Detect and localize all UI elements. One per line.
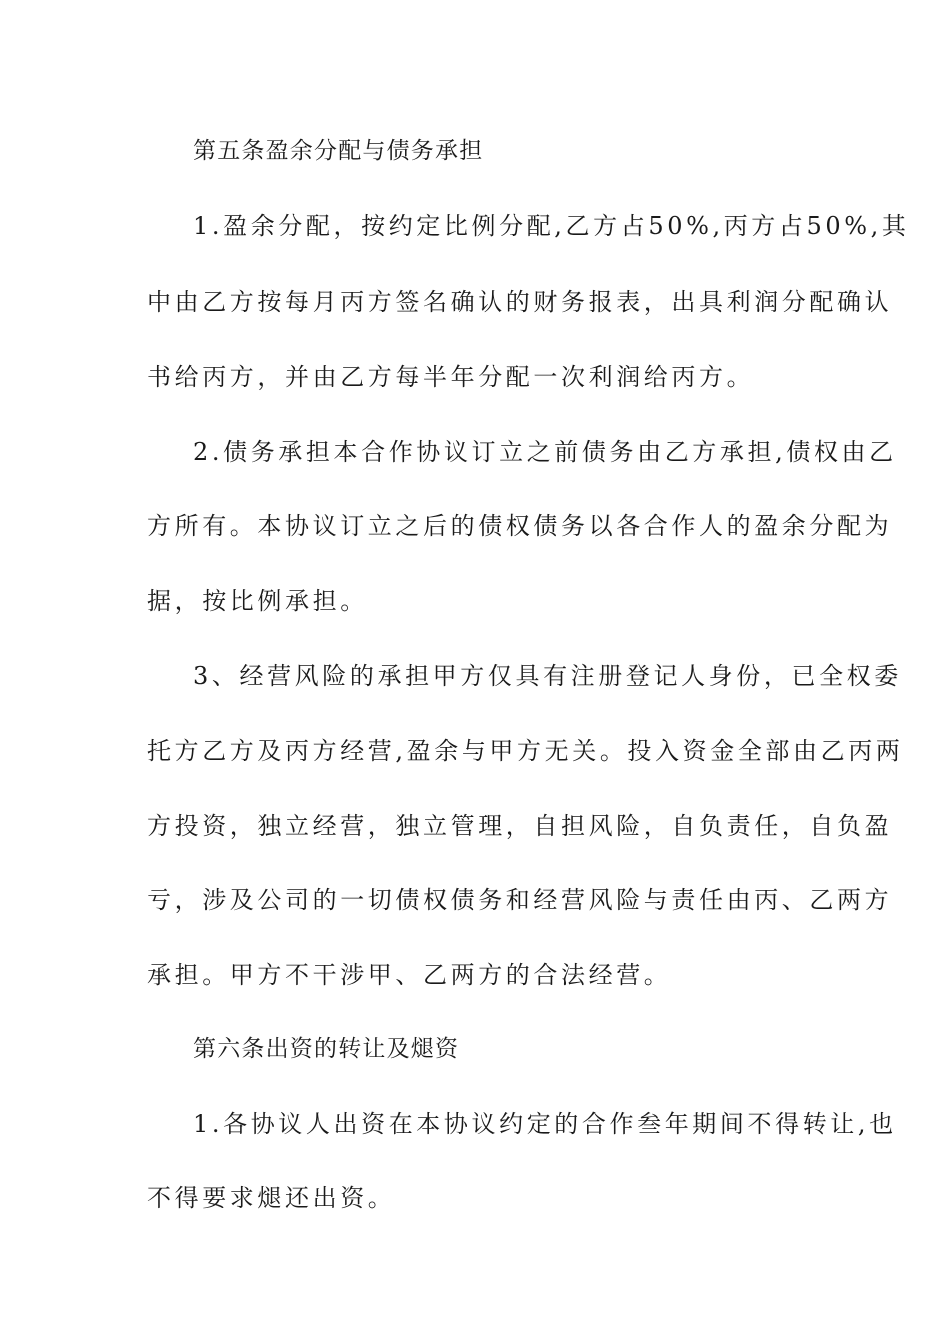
paragraph-line: 亏，涉及公司的一切债权债务和经营风险与责任由丙、乙两方 <box>147 886 893 914</box>
paragraph-line: 2.债务承担本合作协议订立之前债务由乙方承担,债权由乙 <box>193 438 897 466</box>
paragraph-line: 3、经营风险的承担甲方仅具有注册登记人身份，已全权委 <box>193 662 902 690</box>
paragraph-line: 据，按比例承担。 <box>147 587 368 615</box>
paragraph-line: 不得要求煺还出资。 <box>147 1184 396 1212</box>
paragraph-line: 1.各协议人出资在本协议约定的合作叁年期间不得转让,也 <box>193 1110 897 1138</box>
paragraph-line: 承担。甲方不干涉甲、乙两方的合法经营。 <box>147 961 672 989</box>
paragraph-line: 书给丙方，并由乙方每半年分配一次利润给丙方。 <box>147 363 755 391</box>
section-heading-5: 第五条盈余分配与债务承担 <box>193 138 484 164</box>
paragraph-line: 方投资，独立经营，独立管理，自担风险，自负责任，自负盈 <box>147 812 893 840</box>
paragraph-line: 中由乙方按每月丙方签名确认的财务报表，出具利润分配确认 <box>147 288 893 316</box>
paragraph-line: 1.盈余分配，按约定比例分配,乙方占50%,丙方占50%,其 <box>193 212 910 240</box>
paragraph-line: 托方乙方及丙方经营,盈余与甲方无关。投入资金全部由乙丙两 <box>147 737 904 765</box>
paragraph-line: 方所有。本协议订立之后的债权债务以各合作人的盈余分配为 <box>147 512 893 540</box>
section-heading-6: 第六条出资的转让及煺资 <box>193 1036 460 1062</box>
